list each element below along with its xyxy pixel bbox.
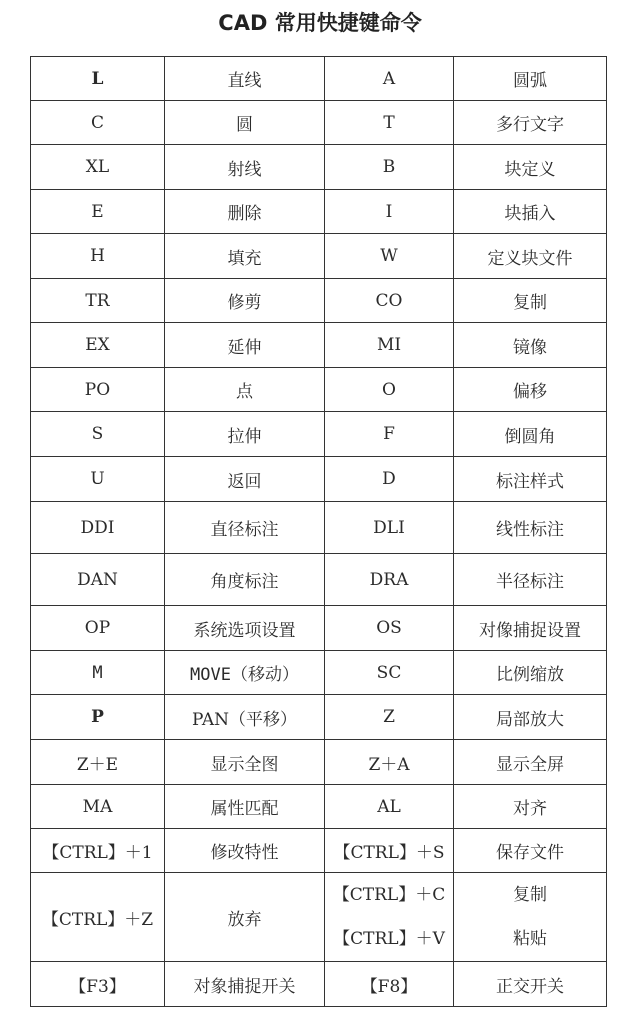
shortcut-key: B [325, 145, 454, 190]
table-row [31, 829, 607, 873]
command-name: 镜像 [454, 323, 607, 368]
command-name: 圆弧 [454, 57, 607, 101]
command-name: 返回 [165, 457, 325, 502]
command-name: 保存文件 [454, 829, 607, 873]
shortcut-key: OS [325, 606, 454, 651]
shortcut-key: A [325, 57, 454, 101]
shortcut-key: OP [31, 606, 165, 651]
shortcut-key: L [31, 57, 165, 101]
shortcut-key: DRA [325, 554, 454, 606]
command-name: 多行文字 [454, 101, 607, 145]
command-name: 正交开关 [454, 962, 607, 1007]
command-name-stack [454, 873, 607, 962]
table-row [31, 145, 607, 190]
table-row [31, 190, 607, 234]
shortcut-key: PO [31, 368, 165, 412]
command-name: 对齐 [454, 785, 607, 829]
command-name: 定义块文件 [454, 234, 607, 279]
command-name: 修改特性 [165, 829, 325, 873]
command-name: 射线 [165, 145, 325, 190]
shortcut-key: W [325, 234, 454, 279]
command-name: 拉伸 [165, 412, 325, 457]
command-name: 粘贴 [513, 929, 547, 949]
table-row [31, 606, 607, 651]
table-row [31, 57, 607, 101]
shortcut-key: XL [31, 145, 165, 190]
command-name: 偏移 [454, 368, 607, 412]
command-name: 填充 [165, 234, 325, 279]
table-row [31, 873, 607, 962]
shortcut-key: AL [325, 785, 454, 829]
shortcut-key: SC [325, 651, 454, 695]
command-name: 对象捕捉开关 [165, 962, 325, 1007]
shortcut-key: C [31, 101, 165, 145]
shortcut-key: MA [31, 785, 165, 829]
shortcut-key: I [325, 190, 454, 234]
shortcut-key: MI [325, 323, 454, 368]
shortcut-key: H [31, 234, 165, 279]
shortcut-key: Z [325, 695, 454, 740]
shortcut-key-stack [325, 873, 454, 962]
shortcut-table [30, 56, 607, 1007]
shortcut-key: 【CTRL】＋1 [31, 829, 165, 873]
shortcut-key: DAN [31, 554, 165, 606]
command-name: 删除 [165, 190, 325, 234]
command-name: 半径标注 [454, 554, 607, 606]
table-row [31, 101, 607, 145]
command-name: 修剪 [165, 279, 325, 323]
command-name: 延伸 [165, 323, 325, 368]
table-row [31, 554, 607, 606]
shortcut-key: M [31, 651, 165, 695]
shortcut-key: E [31, 190, 165, 234]
table-row [31, 502, 607, 554]
command-name: 局部放大 [454, 695, 607, 740]
command-name: 系统选项设置 [165, 606, 325, 651]
table-row [31, 962, 607, 1007]
shortcut-key: 【F3】 [31, 962, 165, 1007]
command-name: 直线 [165, 57, 325, 101]
shortcut-key: 【CTRL】＋V [333, 929, 445, 949]
command-name: 倒圆角 [454, 412, 607, 457]
shortcut-key: P [31, 695, 165, 740]
command-name: 比例缩放 [454, 651, 607, 695]
command-name: 角度标注 [165, 554, 325, 606]
shortcut-key: S [31, 412, 165, 457]
shortcut-key: DLI [325, 502, 454, 554]
table-row [31, 323, 607, 368]
table-row [31, 695, 607, 740]
shortcut-key: Z＋A [325, 740, 454, 785]
table-row [31, 279, 607, 323]
command-name: 属性匹配 [165, 785, 325, 829]
command-name: 块定义 [454, 145, 607, 190]
shortcut-key: D [325, 457, 454, 502]
command-name: PAN（平移） [165, 695, 325, 740]
command-name: 复制 [513, 885, 547, 905]
shortcut-key: Z＋E [31, 740, 165, 785]
command-name: 标注样式 [454, 457, 607, 502]
table-row [31, 457, 607, 502]
command-name: MOVE（移动） [165, 651, 325, 695]
command-name: 复制 [454, 279, 607, 323]
shortcut-key: CO [325, 279, 454, 323]
page-title: CAD 常用快捷键命令 [218, 11, 422, 35]
command-name: 块插入 [454, 190, 607, 234]
shortcut-key: 【CTRL】＋Z [31, 873, 165, 962]
shortcut-key: EX [31, 323, 165, 368]
shortcut-key: 【F8】 [325, 962, 454, 1007]
table-row [31, 234, 607, 279]
shortcut-key: 【CTRL】＋C [332, 885, 446, 905]
shortcut-key: T [325, 101, 454, 145]
command-name: 显示全图 [165, 740, 325, 785]
shortcut-key: O [325, 368, 454, 412]
command-name: 线性标注 [454, 502, 607, 554]
table-row [31, 651, 607, 695]
table-row [31, 412, 607, 457]
table-row [31, 740, 607, 785]
shortcut-key: U [31, 457, 165, 502]
command-name: 放弃 [165, 873, 325, 962]
command-name: 点 [165, 368, 325, 412]
shortcut-key: F [325, 412, 454, 457]
shortcut-key: TR [31, 279, 165, 323]
table-row [31, 368, 607, 412]
table-row [31, 785, 607, 829]
shortcut-key: DDI [31, 502, 165, 554]
command-name: 对像捕捉设置 [454, 606, 607, 651]
command-name: 圆 [165, 101, 325, 145]
shortcut-key: 【CTRL】＋S [325, 829, 454, 873]
command-name: 显示全屏 [454, 740, 607, 785]
command-name: 直径标注 [165, 502, 325, 554]
